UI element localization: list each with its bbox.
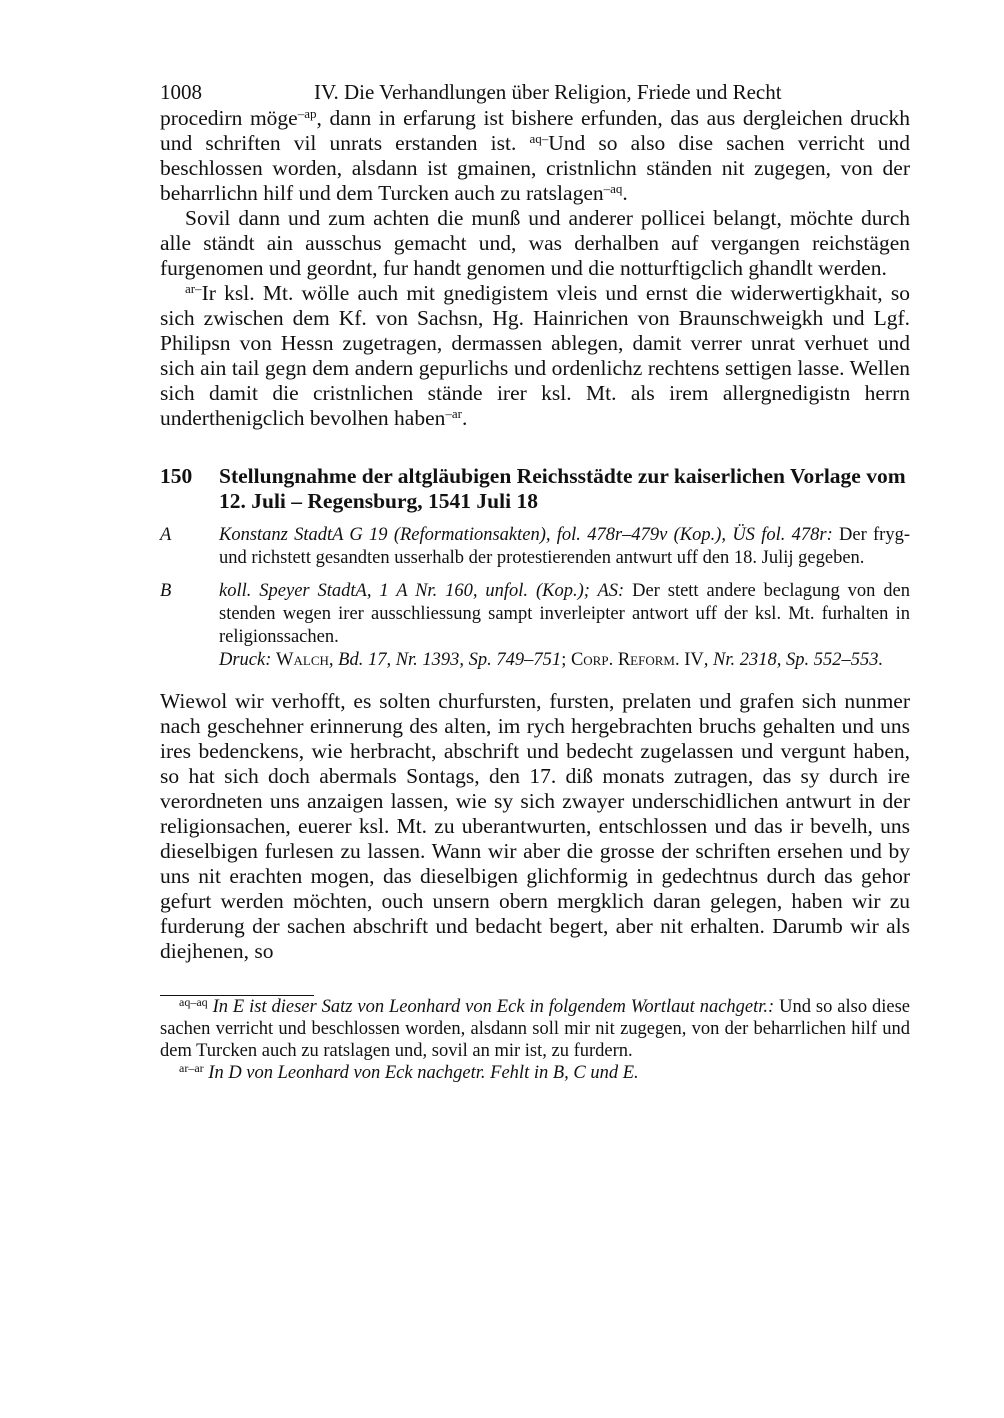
paragraph: $^{ar-}$Ir ksl. Mt. wölle auch mit gnedigistem vleis und ernst die widerwertigkhait, so sich zwischen dem Kf. von Sachsn, Hg. Hainrichen von Braunschweigkh und Lgf. Philipsn von Hessn zugetragen, dermassen ablegen, damit verrer unrat verhuet und sich ain tail gegn dem andern gepurlichs und ordenlichz rechtens settigen lasse. Wellen sich damit die cristnlichen stände irer ksl. Mt. als irem allergnedigistn herrn underthenigclich bevolhen haben$^{-ar}$. — [160, 281, 910, 430]
paragraph: procedirn möge$^{-ap}$, dann in erfarung ist bishere erfunden, das aus dergleichen druckh und schriften vil unrats erstanden ist. $^{aq-}$Und so also dise sachen verricht und beschlossen worden, alsdann ist gmainen, cristnlichn ständen nit zugegen, von der beharrlichn hilf und dem Turcken auch zu ratslagen$^{-aq}$. — [160, 106, 910, 205]
running-title: IV. Die Verhandlungen über Religion, Friede und Recht — [314, 80, 782, 104]
document-heading — [160, 464, 910, 514]
body-text-top — [160, 106, 910, 431]
footnote-marker: ar– — [185, 281, 202, 296]
footnote-marker: aq– — [529, 131, 549, 146]
page-number: 1008 — [160, 80, 202, 104]
footnote-marker: –ar — [445, 406, 462, 421]
footnote-marker: –aq — [603, 181, 623, 196]
source-description: Der stett andere beclagung von den stenden wegen irer ausschliessung sampt inverleipter antwort uff der ksl. Mt. furhalten in religionssachen. — [219, 581, 910, 647]
source-entry — [160, 524, 910, 570]
source-entry — [160, 580, 910, 672]
footnote-marker: –ap — [297, 106, 317, 121]
footnote: $^{aq-aq}$ In E ist dieser Satz von Leonhard von Eck in folgendem Wortlaut nachgetr.: Und so also diese sachen verricht und beschlossen worden, alsdann soll mir nit zugegen, von der beharrlichen hilf und dem Turcken auch zu ratslagen und, sovil an mir ist, zu furdern. — [160, 995, 910, 1061]
footnote: $^{ar-ar}$ In D von Leonhard von Eck nachgetr. Fehlt in B, C und E. — [179, 1061, 639, 1083]
document-title: Stellungnahme der altgläubigen Reichsstädte zur kaiserlichen Vorlage vom 12. Juli – Regensburg, 1541 Juli 18 — [219, 464, 906, 513]
source-citation: Konstanz StadtA G 19 (Reformationsakten), fol. 478r–479v (Kop.), ÜS fol. 478r: — [219, 525, 833, 545]
body-text-main — [160, 689, 910, 964]
paragraph: Wiewol wir verhofft, es solten churfursten, fursten, prelaten und grafen sich nunmer nach geschehner erinnerung des alten, im rych hergebrachten bruchs gehalten und uns ires bedenckens, wie herbracht, abschrift und bedecht zugelassen und vergunt haben, so hat sich doch abermals Sontags, den 17. diß monats zutragen, das sy durch ire verordneten uns anzaigen lassen, wie sy sich zwayer underschidlichen antwurt in der religionsachen, euerer ksl. Mt. zu uberantwurten, entschlossen und das ir bevelh, uns dieselbigen furlesen zu lassen. Wann wir aber die grosse der schriften ersehen und by uns nit erachten mogen, das dieselbigen glichformig in gedechtnus durch das gehor gefurt werden möchten, ouch unsern obern mergklich daran gelegen, haben wir zu furderung der sachen abschrift und bedacht begert, aber nit erhalten. Darumb wir als diejhenen, so — [160, 689, 910, 963]
document-number: 150 — [160, 464, 193, 488]
paragraph: Sovil dann und zum achten die munß und anderer pollicei belangt, möchte durch alle ständt ain ausschus gemacht und, was derhalben auf vergangen reichstägen furgenomen und geordnt, fur handt genomen und die notturftigclich ghandlt werden. — [160, 206, 910, 280]
page — [160, 76, 910, 1084]
source-citation: koll. Speyer StadtA, 1 A Nr. 160, unfol. (Kop.); AS: — [219, 581, 625, 601]
footnote-mark: aq–aq — [179, 995, 208, 1009]
source-description: Der fryg- und richstett gesandten usserhalb der protestierenden antwurt uff den 18. Julij gegeben. — [219, 525, 910, 568]
source-label: B — [160, 581, 172, 601]
footnote-mark: ar–ar — [179, 1061, 204, 1075]
print-reference: Druck: Walch, Bd. 17, Nr. 1393, Sp. 749–751; Corp. Reform. IV, Nr. 2318, Sp. 552–553. — [219, 650, 884, 670]
source-label: A — [160, 525, 172, 545]
footnotes — [160, 996, 910, 1084]
page-header — [160, 76, 910, 106]
